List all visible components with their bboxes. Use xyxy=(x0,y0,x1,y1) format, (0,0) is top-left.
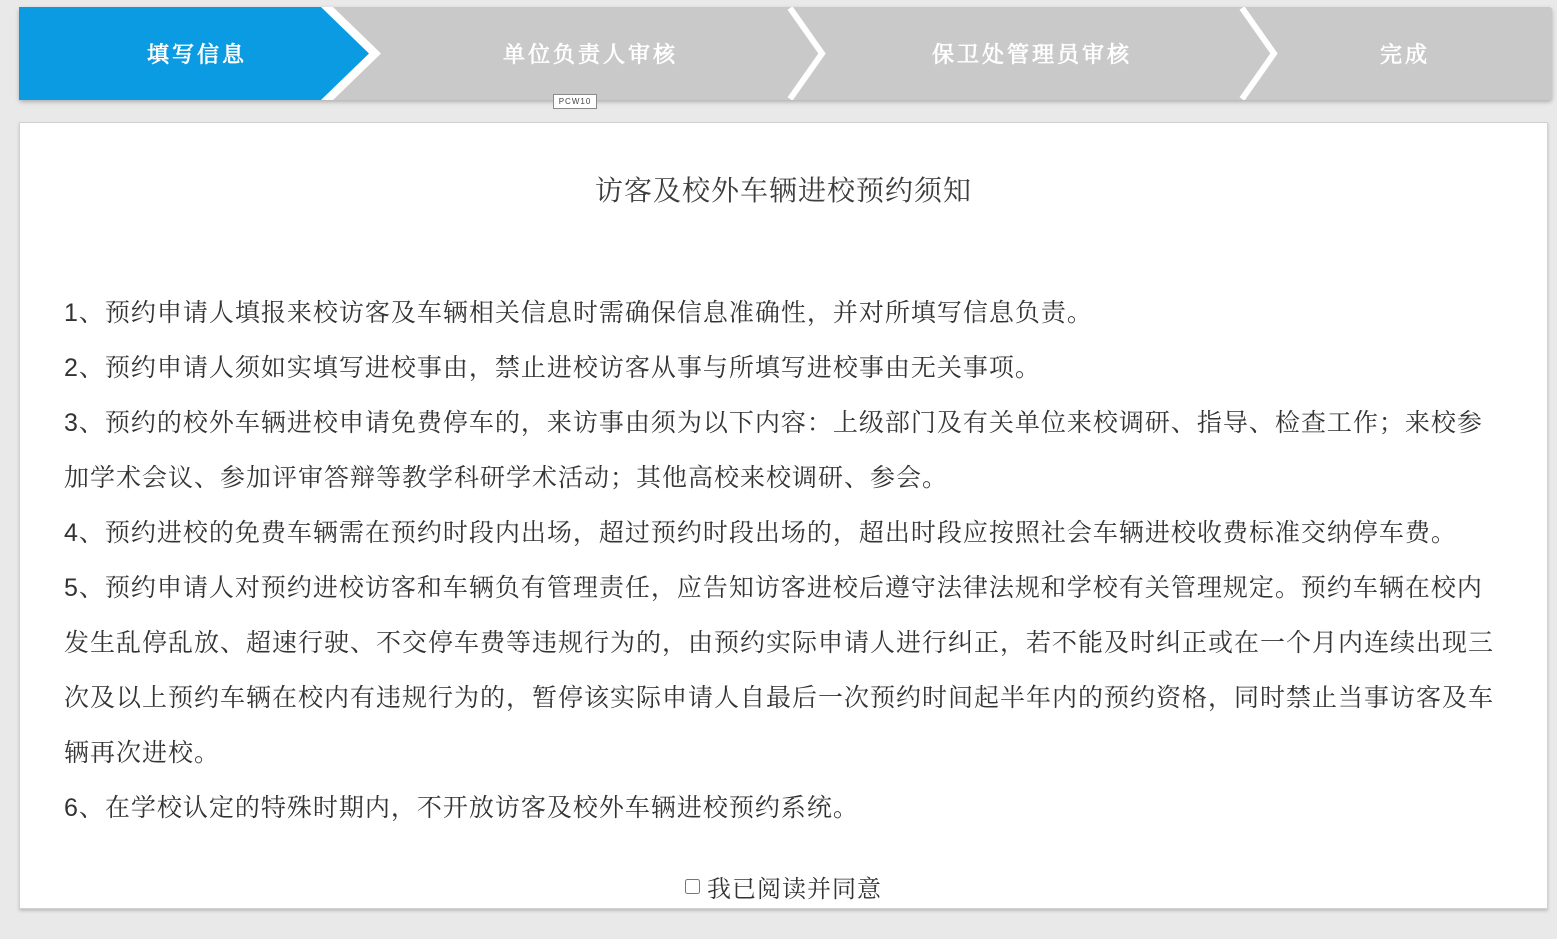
step-complete: 完成 xyxy=(1379,42,1430,67)
step-unit-leader-review: 单位负责人审核 xyxy=(502,42,678,67)
notice-item: 5、预约申请人对预约进校访客和车辆负有管理责任，应告知访客进校后遵守法律法规和学校有关管理规定。预约车辆在校内发生乱停乱放、超速行驶、不交停车费等违规行为的，由预约实际申请人进行纠正，若不能及时纠正或在一个月内连续出现三次及以上预约车辆在校内有违规行为的，暂停该实际申请人自最后一次预约时间起半年内的预约资格，同时禁止当事访客及车辆再次进校。 xyxy=(64,574,1495,767)
notice-item: 6、在学校认定的特殊时期内，不开放访客及校外车辆进校预约系统。 xyxy=(64,794,859,822)
agree-checkbox[interactable] xyxy=(685,879,700,894)
step-fill-info: 填写信息 xyxy=(146,42,247,67)
notice-item: 3、预约的校外车辆进校申请免费停车的，来访事由须为以下内容：上级部门及有关单位来校调研、指导、检查工作；来校参加学术会议、参加评审答辩等教学科研学术活动；其他高校来校调研、参会。 xyxy=(64,409,1483,492)
notice-body xyxy=(64,286,1503,836)
progress-stepper xyxy=(19,7,1552,100)
notice-panel xyxy=(19,122,1548,909)
notice-title: 访客及校外车辆进校预约须知 xyxy=(594,175,972,206)
chevron-separator-icon xyxy=(784,7,828,100)
chevron-separator-icon xyxy=(1236,7,1280,100)
tiny-artifact-badge: PCW10 xyxy=(553,94,597,109)
step-security-admin-review: 保卫处管理员审核 xyxy=(931,42,1132,67)
notice-item: 4、预约进校的免费车辆需在预约时段内出场，超过预约时段出场的，超出时段应按照社会车辆进校收费标准交纳停车费。 xyxy=(64,519,1457,547)
notice-item: 2、预约申请人须如实填写进校事由，禁止进校访客从事与所填写进校事由无关事项。 xyxy=(64,354,1041,382)
agree-row xyxy=(20,869,1547,904)
notice-item: 1、预约申请人填报来校访客及车辆相关信息时需确保信息准确性，并对所填写信息负责。 xyxy=(64,299,1093,327)
agree-label[interactable]: 我已阅读并同意 xyxy=(707,876,882,903)
